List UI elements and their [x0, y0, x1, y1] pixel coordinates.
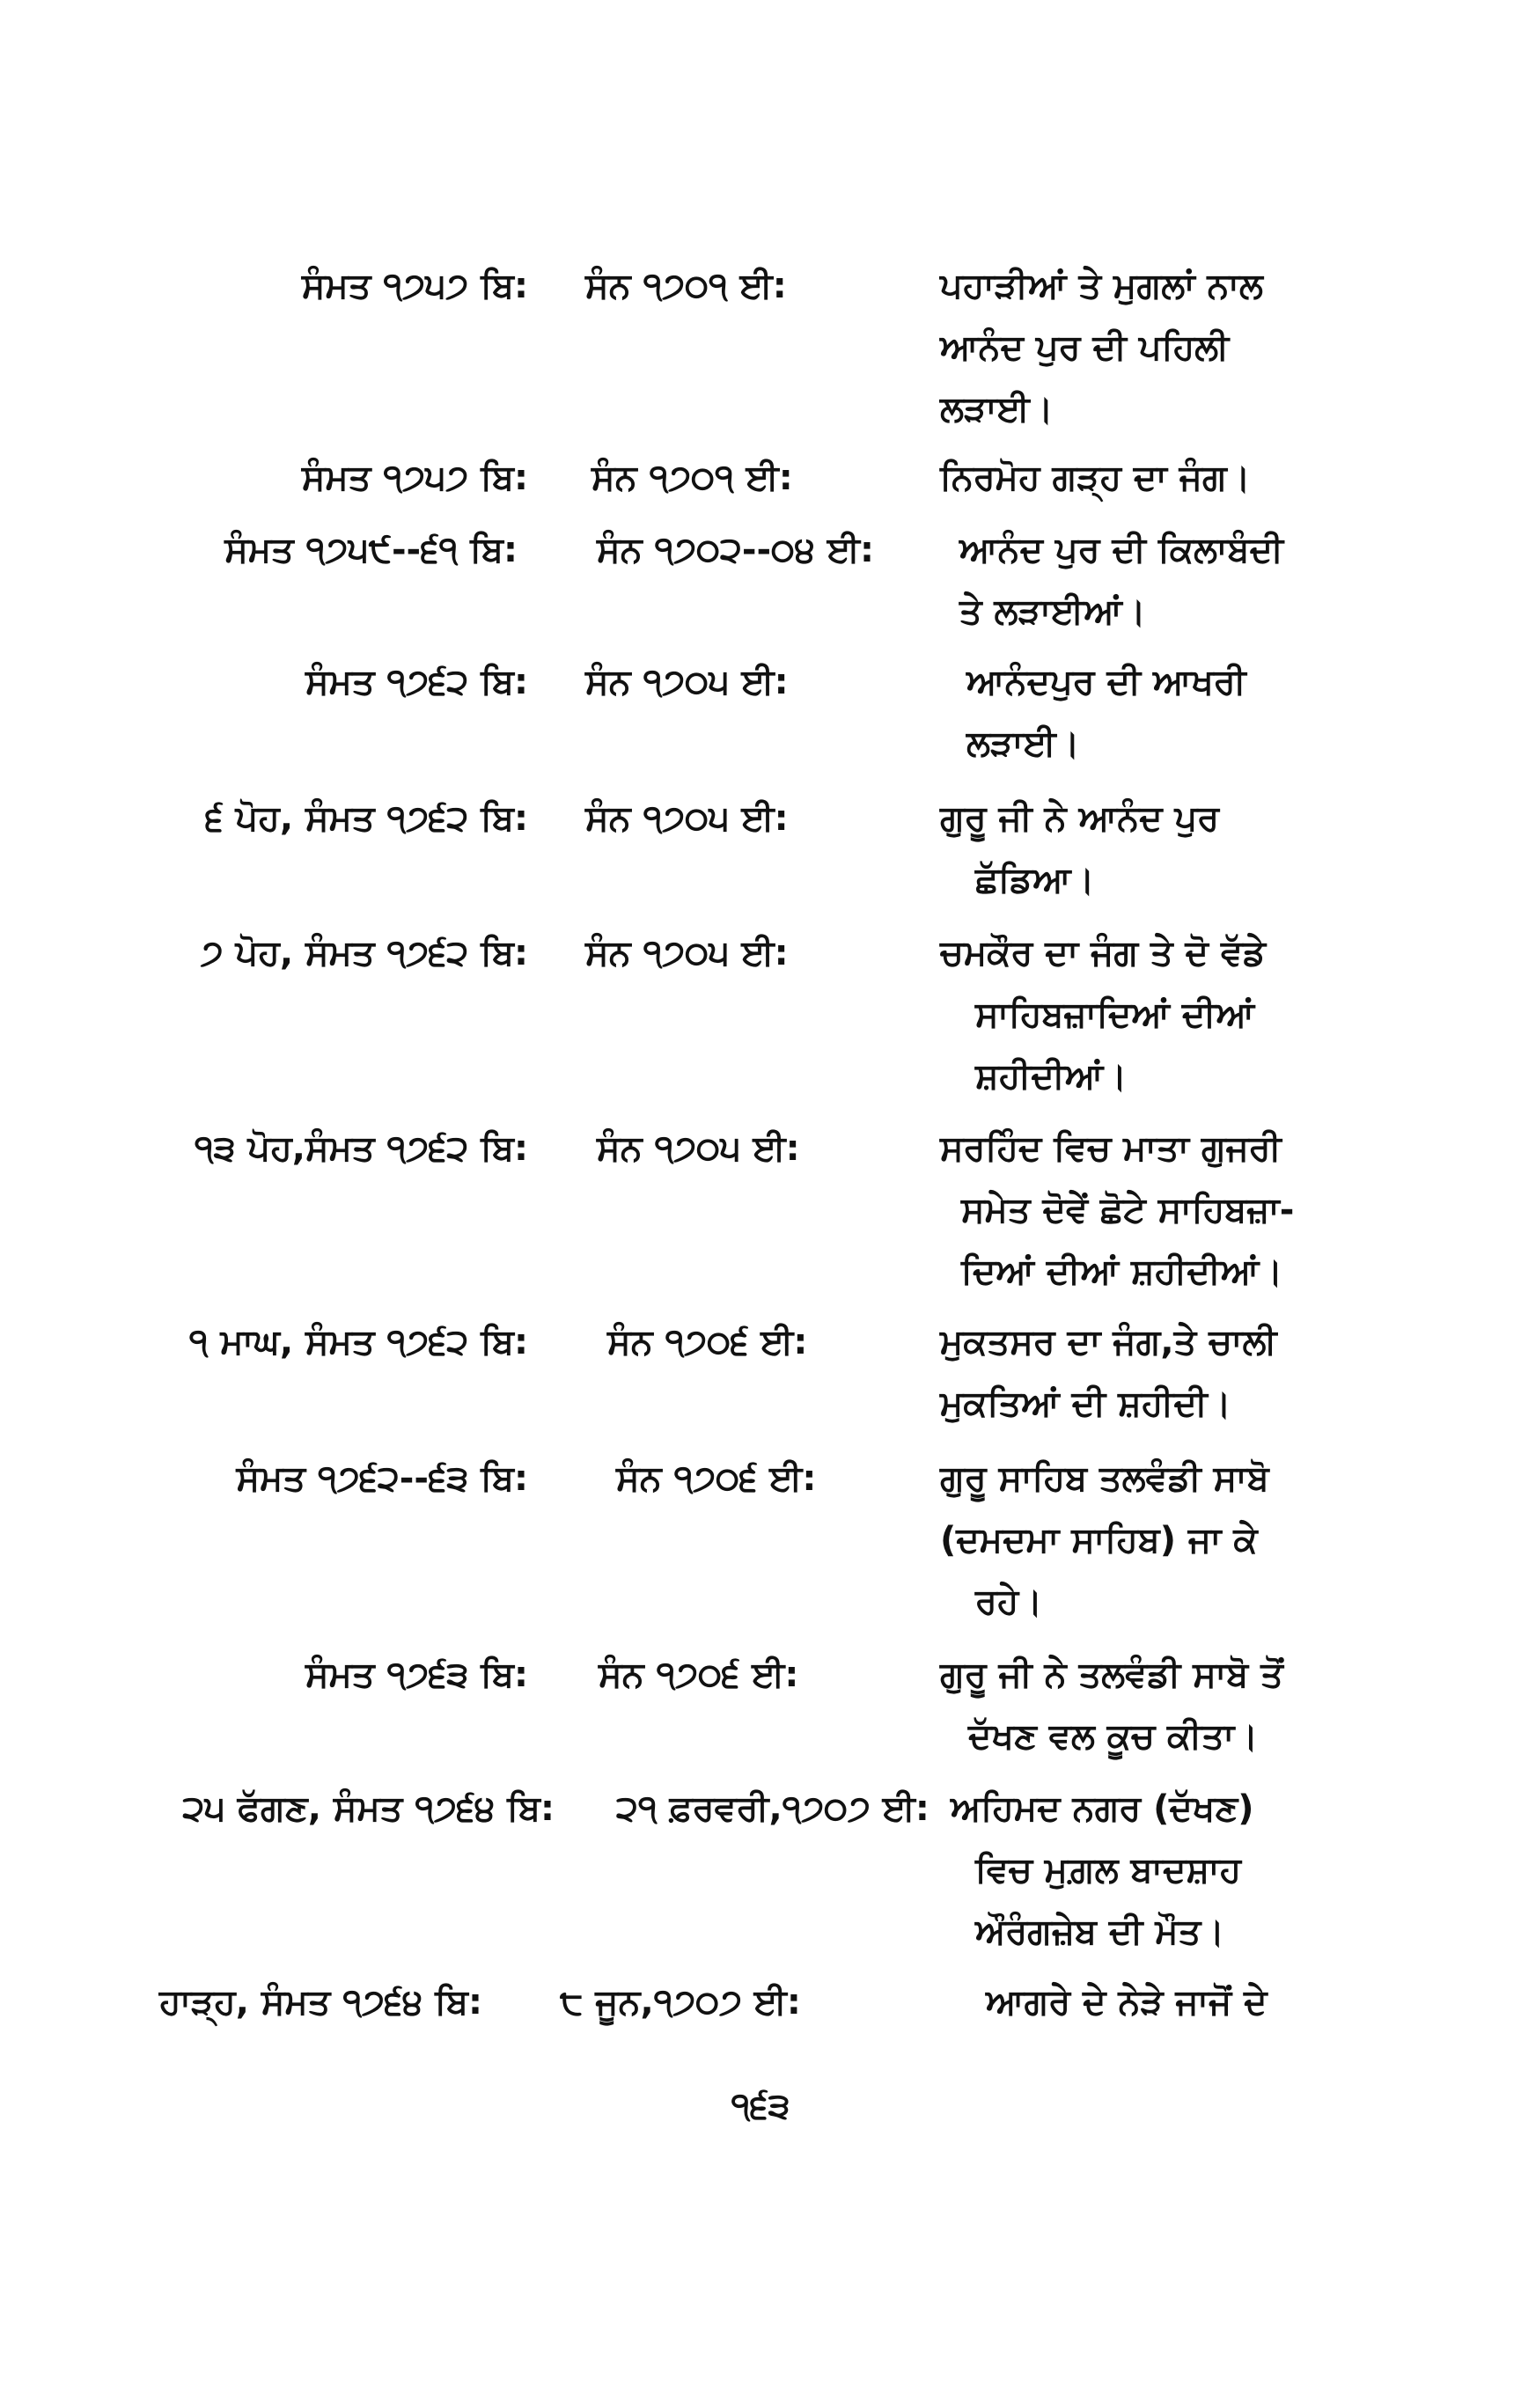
event-line: ਆਨੰਦ ਪੁਰ ਦੀ ਕਿਲਾਬੰਦੀ	[959, 530, 1284, 570]
samvat-date: ਸੰਮਤ ੧੭੬੨--੬੩ ਬਿ:	[236, 1458, 528, 1499]
ce-date: ਸੰਨ ੧੭੦੫ ਈ:	[585, 798, 789, 839]
event-description	[940, 788, 1327, 911]
event-line: ਸਮੇਤ ਦੋਵੇਂ ਛੋਟੇ ਸਾਹਿਬਜ਼ਾ-	[961, 1190, 1295, 1230]
event-line: ਛੱਡਿਆ।	[975, 860, 1095, 900]
event-line: ਔਰੰਗਜ਼ੇਬ ਦੀ ਮੌਤ।	[975, 1912, 1225, 1952]
event-line: ਪਹਾੜੀਆਂ ਤੇ ਮੁਗਲਾਂ ਨਾਲ	[940, 266, 1263, 306]
ce-date: ੮ ਜੂਨ,੧੭੦੭ ਈ:	[560, 1982, 801, 2023]
event-line: ਮੁਕਤਸਰ ਦਾ ਜੰਗ,ਤੇ ਚਾਲੀ	[940, 1322, 1277, 1362]
ce-date: ਸੰਨ ੧੭੦੧ ਈ:	[585, 266, 787, 306]
event-line: ਦੱਖਣ ਵਲ ਕੂਚ ਕੀਤਾ।	[968, 1716, 1259, 1757]
event-line: ਤੇ ਲੜਾਈਆਂ।	[959, 591, 1146, 632]
event-line: ਦਿਆਂ ਦੀਆਂ ਸ਼ਹੀਦੀਆਂ।	[961, 1252, 1283, 1292]
event-description	[951, 1778, 1338, 1963]
event-line: ਆਨੰਦਪੁਰ ਦੀ ਆਖਰੀ	[966, 662, 1246, 702]
event-line: ਸ਼ਹੀਦੀਆਂ।	[975, 1056, 1128, 1097]
event-line: ਸਰਹਿੰਦ ਵਿਚ ਮਾਤਾ ਗੁਜਰੀ	[940, 1128, 1282, 1169]
event-description	[959, 519, 1347, 642]
event-description	[940, 447, 1327, 509]
event-line: ਗੁਰੂ ਜੀ ਨੇ ਤਲਵੰਡੀ ਸਾਬੋ ਤੋਂ	[940, 1655, 1283, 1695]
event-description	[940, 1311, 1327, 1435]
samvat-date: ਸੰਮਤ ੧੭੫੯--੬੧ ਬਿ:	[224, 530, 518, 570]
ce-date: ਸੰਨ ੧੭੦੬ ਈ:	[607, 1322, 808, 1362]
event-description	[940, 922, 1327, 1107]
event-description	[940, 1118, 1327, 1303]
samvat-date: ੭ ਪੋਹ, ਸੰਮਤ ੧੭੬੨ ਬਿ:	[200, 933, 528, 973]
samvat-date: ਸੰਮਤ ੧੭੬੨ ਬਿ:	[305, 662, 528, 702]
event-line: ਮੁਕਤਿਆਂ ਦੀ ਸ਼ਹੀਦੀ।	[940, 1384, 1231, 1424]
event-line: ਰਹੇ।	[975, 1582, 1043, 1622]
ce-date: ਸੰਨ ੧੭੦੬ ਈ:	[599, 1655, 799, 1695]
samvat-date: ੬ ਪੋਹ, ਸੰਮਤ ੧੭੬੨ ਬਿ:	[205, 798, 528, 839]
samvat-date: ਹਾੜ੍ਹ, ਸੰਮਤ ੧੭੬੪ ਬਿ:	[159, 1982, 482, 2023]
event-line: ਨਿਰਮੋਹ ਗੜ੍ਹ ਦਾ ਜੰਗ।	[940, 458, 1251, 498]
event-description	[940, 255, 1327, 440]
samvat-date: ਸੰਮਤ ੧੭੬੩ ਬਿ:	[305, 1655, 528, 1695]
event-line: ਸਾਹਿਬਜ਼ਾਦਿਆਂ ਦੀਆਂ	[975, 995, 1255, 1035]
event-line: ਲੜਾਈ।	[940, 389, 1054, 429]
ce-date: ਸੰਨ ੧੭੦੨--੦੪ ਈ:	[597, 530, 875, 570]
event-description	[986, 1971, 1373, 2033]
samvat-date: ੨੫ ਫੱਗਣ, ਸੰਮਤ ੧੭੬੪ ਬਿ:	[182, 1788, 555, 1829]
event-line: ਅਹਿਮਦ ਨਗਰ (ਦੱਖਣ)	[951, 1788, 1254, 1829]
ce-date: ਸੰਨ ੧੭੦੬ ਈ:	[616, 1458, 817, 1499]
event-line: (ਦਮਦਮਾ ਸਾਹਿਬ) ਜਾ ਕੇ	[940, 1520, 1258, 1560]
event-line: ਗੁਰੂ ਸਾਹਿਬ ਤਲਵੰਡੀ ਸਾਬੋ	[940, 1458, 1269, 1499]
samvat-date: ਸੰਮਤ ੧੭੫੭ ਬਿ:	[301, 266, 528, 306]
page-number: ੧੬੩	[731, 2086, 790, 2126]
event-line: ਵਿਚ ਮੁਗ਼ਲ ਬਾਦਸ਼ਾਹ	[975, 1850, 1242, 1890]
samvat-date: ੧੩ ਪੋਹ,ਸੰਮਤ ੧੭੬੨ ਬਿ:	[194, 1128, 528, 1169]
event-line: ਆਗਰੇ ਦੇ ਨੇੜੇ ਜਾਜੋਂ ਦੇ	[986, 1982, 1268, 2023]
samvat-date: ਸੰਮਤ ੧੭੫੭ ਬਿ:	[301, 458, 528, 498]
event-line: ਚਮਕੌਰ ਦਾ ਜੰਗ ਤੇ ਦੋ ਵੱਡੇ	[940, 933, 1266, 973]
samvat-date: ੧ ਮਾਘ, ਸੰਮਤ ੧੭੬੨ ਬਿ:	[188, 1322, 528, 1362]
event-description	[940, 1644, 1327, 1767]
ce-date: ਸੰਨ ੧੭੦੫ ਈ:	[585, 662, 789, 702]
event-description	[966, 651, 1354, 775]
ce-date: ੨੧ ਫ਼ਰਵਰੀ,੧੭੦੭ ਈ:	[616, 1788, 930, 1829]
ce-date: ਸੰਨ ੧੭੦੫ ਈ:	[585, 933, 789, 973]
ce-date: ਸੰਨ ੧੭੦੫ ਈ:	[597, 1128, 800, 1169]
event-line: ਲੜਾਈ।	[966, 723, 1080, 764]
event-line: ਆਨੰਦ ਪੁਰ ਦੀ ਪਹਿਲੀ	[940, 327, 1230, 368]
ce-date: ਸੰਨ ੧੭੦੧ ਈ:	[592, 458, 793, 498]
event-description	[940, 1448, 1327, 1633]
event-line: ਗੁਰੂ ਜੀ ਨੇ ਆਨੰਦ ਪੁਰ	[940, 798, 1220, 839]
